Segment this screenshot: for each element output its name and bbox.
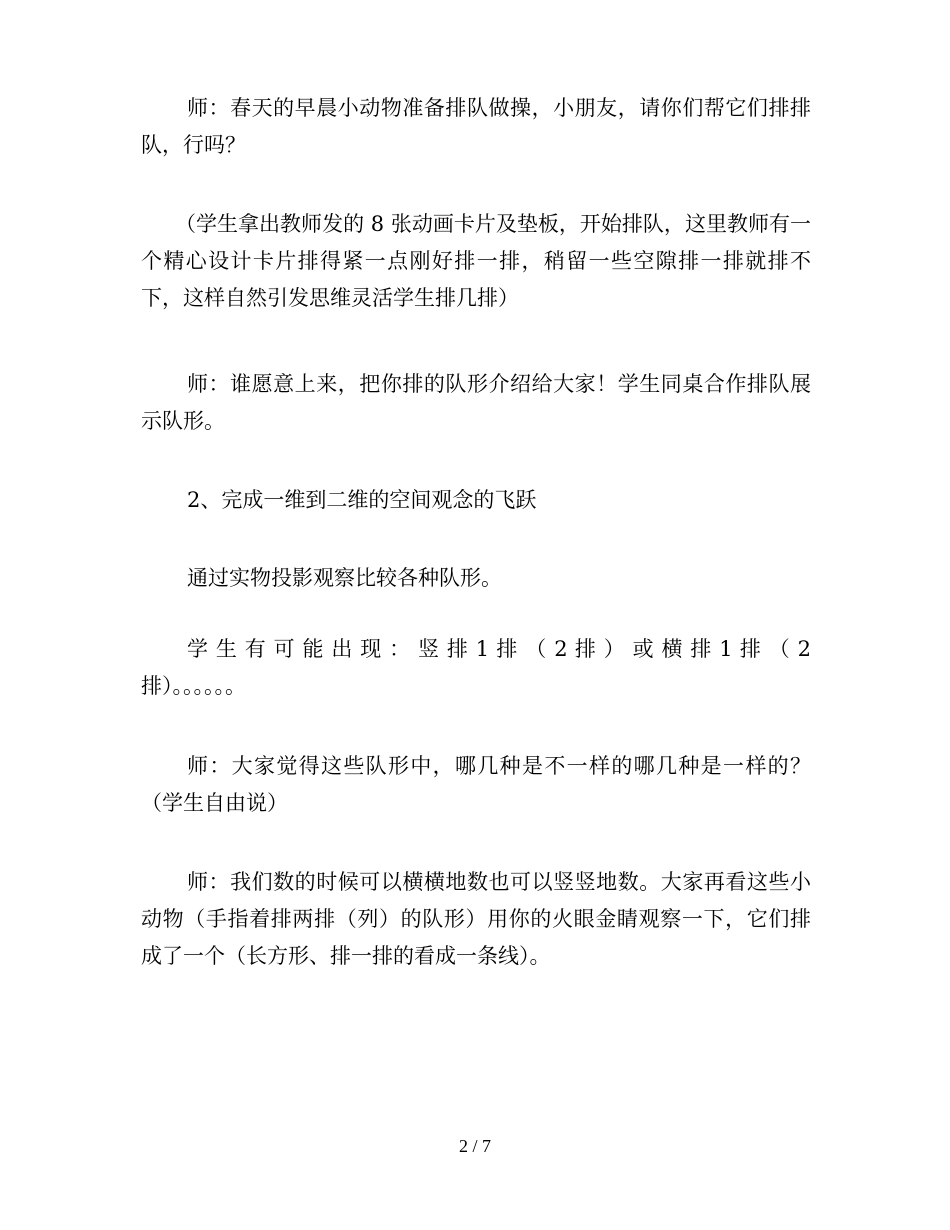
paragraph-teacher-intro: 师：春天的早晨小动物准备排队做操，小朋友，请你们帮它们排排队，行吗？ [141,96,811,157]
paragraph-teacher-compare: 师：大家觉得这些队形中，哪几种是不一样的哪几种是一样的？（学生自由说） [141,754,811,815]
paragraph-observe: 通过实物投影观察比较各种队形。 [187,566,502,590]
paragraph-teacher-count: 师：我们数的时候可以横横地数也可以竖竖地数。大家再看这些小动物（手指着排两排（列）的队形）用你的火眼金睛观察一下，它们排成了一个（长方形、排一排的看成一条线）。 [141,870,811,968]
paragraph-student-possible: 学 生 有 可 能 出 现 ： 竖 排 1 排 （ 2 排 ） 或 横 排 1 排 （ 2 排）。。。。。。 [141,637,811,698]
paragraph-teacher-volunteer: 师：谁愿意上来，把你排的队形介绍给大家！学生同桌合作排队展示队形。 [141,372,811,433]
page-number: 2 / 7 [458,1136,491,1156]
paragraph-heading-2: 2、完成一维到二维的空间观念的飞跃 [187,488,537,512]
paragraph-student-cards: （学生拿出教师发的 8 张动画卡片及垫板，开始排队，这里教师有一个精心设计卡片排得紧一点刚好排一排，稍留一些空隙排一排就排不下，这样自然引发思维灵活学生排几排） [141,212,811,310]
